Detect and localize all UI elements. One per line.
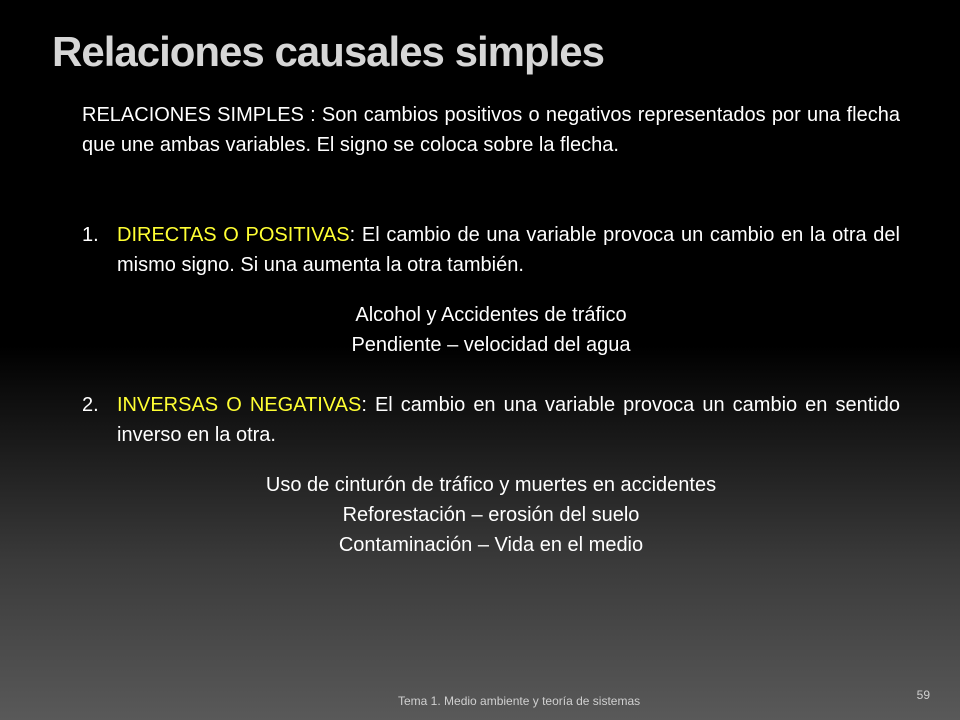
examples-direct	[82, 300, 900, 360]
list-item-text	[117, 390, 900, 450]
term-description: : El cambio en una variable provoca un cambio en sentido inverso en la otra.	[117, 394, 900, 446]
list-item-text	[117, 220, 900, 280]
list-number: 2.	[82, 394, 99, 416]
list-number: 1.	[82, 224, 99, 246]
page-number: 59	[916, 688, 930, 702]
slide-title: Relaciones causales simples	[52, 28, 604, 75]
example-line: Uso de cinturón de tráfico y muertes en accidentes	[265, 474, 717, 496]
slide-body	[82, 100, 900, 560]
list-item-direct	[82, 220, 900, 280]
example-line: Reforestación – erosión del suelo	[342, 504, 640, 526]
term-description: : El cambio de una variable provoca un cambio en la otra del mismo signo. Si una aumenta la otra también.	[117, 224, 900, 276]
example-line: Pendiente – velocidad del agua	[351, 334, 631, 356]
list-item-inverse	[82, 390, 900, 450]
term-direct: DIRECTAS O POSITIVAS	[117, 224, 350, 246]
examples-inverse	[82, 470, 900, 560]
example-line: Contaminación – Vida en el medio	[338, 534, 644, 556]
example-line: Alcohol y Accidentes de tráfico	[355, 304, 627, 326]
term-inverse: INVERSAS O NEGATIVAS	[117, 394, 362, 416]
slide-footer: Tema 1. Medio ambiente y teoría de sistemas	[398, 694, 641, 708]
intro-paragraph: RELACIONES SIMPLES : Son cambios positivos o negativos representados por una flecha que une ambas variables. El signo se coloca sobre la flecha.	[82, 104, 900, 156]
